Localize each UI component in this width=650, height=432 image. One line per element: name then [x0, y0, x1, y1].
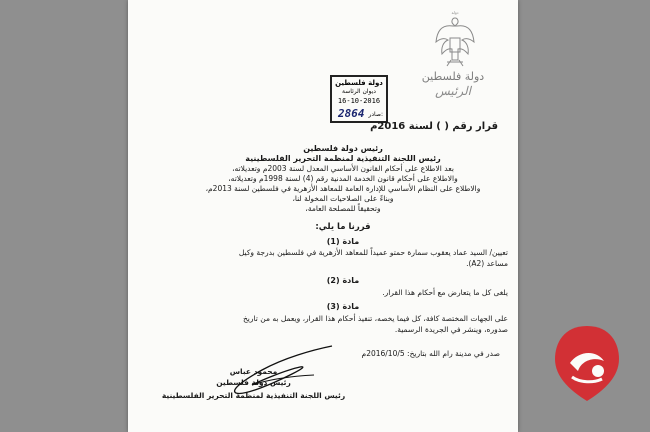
- article-title: مادة (3): [326, 302, 360, 311]
- preamble-line: رئيس اللجنة التنفيذية لمنظمة التحرير الفلسطينية: [245, 154, 441, 163]
- preamble-line: وبناءً على الصلاحيات المخولة لنا،: [292, 194, 394, 203]
- preamble-line: بعد الاطلاع على أحكام القانون الأساسي المعدل لسنة 2003م وتعديلاته،: [232, 164, 454, 173]
- article-text: تعيين/ السيد عماد يعقوب سمارة حمتو عميداً للمعاهد الأزهرية في فلسطين بدرجة وكيل: [238, 248, 508, 257]
- article-text: صدوره، وينشر في الجريدة الرسمية.: [394, 325, 508, 334]
- decision-title: قرار رقم ( ) لسنة 2016م: [370, 121, 498, 132]
- preamble-line: وتحقيقاً للمصلحة العامة،: [305, 204, 381, 213]
- svg-text:دولة: دولة: [451, 10, 459, 15]
- preamble-line: والاطلاع على أحكام قانون الخدمة المدنية رقم (4) لسنة 1998م وتعديلاته،: [228, 174, 458, 183]
- article-title: مادة (1): [326, 237, 360, 246]
- news-agency-logo-watermark: [552, 323, 622, 403]
- stamp-number-label: صادر:: [368, 111, 383, 118]
- signatory-title: رئيس اللجنة التنفيذية لمنظمة التحرير الفلسطينية: [161, 391, 346, 400]
- stamp-number: 2864: [338, 107, 365, 120]
- handwritten-signature: [222, 340, 337, 395]
- country-name: دولة فلسطين: [421, 70, 485, 83]
- issue-date-line: صدر في مدينة رام الله بتاريخ: 2016/10/5م: [361, 349, 500, 358]
- stamp-line1: دولة فلسطين: [335, 79, 383, 87]
- resolved-heading: قررنا ما يلي:: [315, 222, 371, 232]
- stamp-date: 16-10-2016: [337, 97, 381, 105]
- article-text: على الجهات المختصة كافة، كل فيما يخصه، تنفيذ أحكام هذا القرار، ويعمل به من تاريخ: [242, 314, 508, 323]
- article-text: مساعد (A2).: [466, 259, 508, 268]
- stamp-line2: ديوان الرئاسة: [342, 88, 376, 95]
- article-text: يلغى كل ما يتعارض مع أحكام هذا القرار.: [382, 288, 508, 297]
- registry-stamp: [330, 75, 388, 123]
- preamble-line: رئيس دولة فلسطين: [303, 144, 383, 153]
- signatory-name: محمود عباس: [229, 367, 278, 376]
- office-name: الرئيس: [435, 84, 471, 98]
- preamble-line: والاطلاع على النظام الأساسي للإدارة العامة للمعاهد الأزهرية في فلسطين لسنة 2013م،: [205, 184, 481, 193]
- article-title: مادة (2): [326, 276, 360, 285]
- signatory-title: رئيس دولة فلسطين: [216, 378, 291, 387]
